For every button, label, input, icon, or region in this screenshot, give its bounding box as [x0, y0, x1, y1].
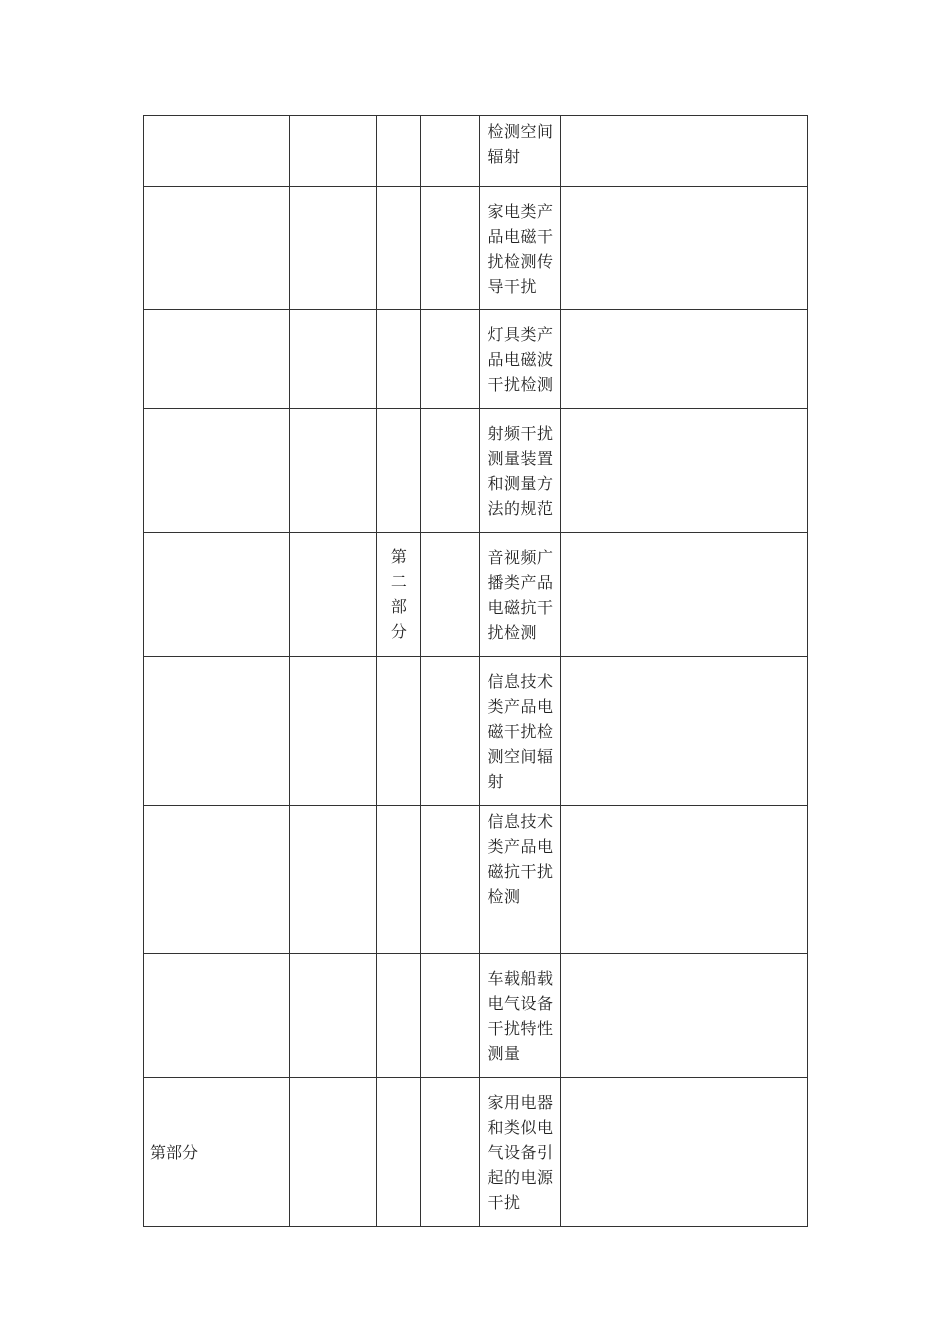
cell: [421, 409, 480, 533]
table-row: [144, 806, 808, 954]
item-text: 车载船载电气设备干扰特性测量: [487, 969, 554, 1063]
table-row: [144, 187, 808, 310]
cell: [421, 657, 480, 806]
cell: [290, 1078, 377, 1227]
item-text: 家电类产品电磁干扰检测传导干扰: [487, 202, 554, 296]
item-text: 家用电器和类似电气设备引起的电源干扰: [487, 1093, 554, 1212]
cell: [421, 806, 480, 954]
cell: [144, 409, 290, 533]
cell: [144, 310, 290, 409]
cell: [560, 116, 807, 187]
item-cell: [480, 409, 560, 533]
item-cell: [480, 657, 560, 806]
cell: [560, 533, 807, 657]
cell: [290, 187, 377, 310]
table-row: [144, 954, 808, 1078]
cell: [144, 533, 290, 657]
cell: [290, 310, 377, 409]
section-label-cell: [144, 1078, 290, 1227]
part-cell: [377, 533, 421, 657]
cell: [377, 806, 421, 954]
cell: [421, 533, 480, 657]
item-text: 灯具类产品电磁波干扰检测: [487, 325, 554, 394]
cell: [290, 409, 377, 533]
item-cell: [480, 116, 560, 187]
item-cell: [480, 954, 560, 1078]
cell: [144, 954, 290, 1078]
item-text: 信息技术类产品电磁抗干扰检测: [487, 812, 554, 906]
cell: [560, 657, 807, 806]
cell: [144, 806, 290, 954]
table-row: [144, 657, 808, 806]
cell: [377, 1078, 421, 1227]
cell: [377, 187, 421, 310]
cell: [560, 310, 807, 409]
cell: [560, 1078, 807, 1227]
item-text: 射频干扰测量装置和测量方法的规范: [487, 424, 554, 518]
cell: [421, 1078, 480, 1227]
cell: [377, 116, 421, 187]
cell: [144, 657, 290, 806]
cell: [377, 409, 421, 533]
table-row: [144, 116, 808, 187]
cell: [144, 116, 290, 187]
table-row: [144, 409, 808, 533]
cell: [377, 954, 421, 1078]
item-text: 音视频广播类产品电磁抗干扰检测: [487, 548, 554, 642]
item-cell: [480, 806, 560, 954]
cell: [560, 187, 807, 310]
item-cell: [480, 310, 560, 409]
table-row: [144, 310, 808, 409]
cell: [290, 533, 377, 657]
cell: [290, 954, 377, 1078]
cell: [421, 310, 480, 409]
table-row: [144, 1078, 808, 1227]
cell: [421, 116, 480, 187]
cell: [560, 806, 807, 954]
standards-table: [143, 115, 808, 1227]
item-cell: [480, 1078, 560, 1227]
item-text: 检测空间辐射: [487, 122, 554, 166]
cell: [144, 187, 290, 310]
cell: [421, 187, 480, 310]
table-row: [144, 533, 808, 657]
cell: [290, 657, 377, 806]
item-text: 信息技术类产品电磁干扰检测空间辐射: [487, 672, 554, 791]
part-heading: 第二部分: [390, 547, 407, 641]
cell: [377, 310, 421, 409]
cell: [290, 116, 377, 187]
cell: [421, 954, 480, 1078]
cell: [290, 806, 377, 954]
item-cell: [480, 187, 560, 310]
item-cell: [480, 533, 560, 657]
cell: [560, 409, 807, 533]
section-label: 第部分: [150, 1142, 199, 1162]
cell: [377, 657, 421, 806]
cell: [560, 954, 807, 1078]
